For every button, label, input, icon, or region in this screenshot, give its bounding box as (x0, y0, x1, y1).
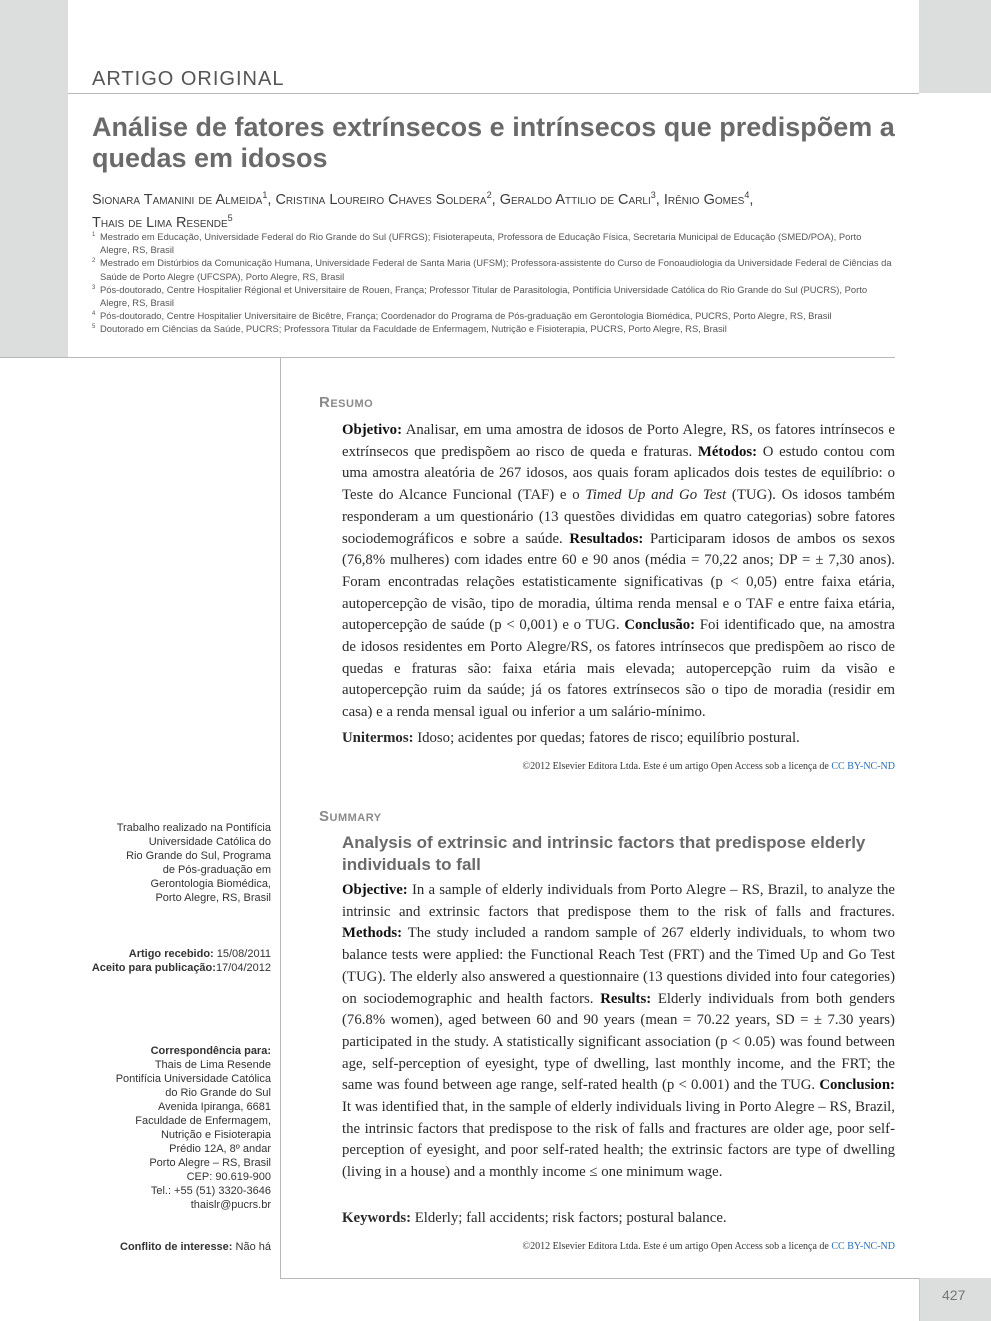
received-date: Artigo recebido: 15/08/2011 (128, 948, 271, 960)
author: Sionara Tamanini de Almeida (92, 191, 263, 208)
top-right-grey-band (919, 0, 991, 93)
author-list: Sionara Tamanini de Almeida$^1$, Cristina Loureiro Chaves Soldera$^2$, Geraldo Attilio de Carli$^3$, Irênio Gomes$^4$, Thais de Lima Resende$^5$ (92, 190, 754, 231)
correspondence-email[interactable]: thaislr@pucrs.br (190, 1199, 271, 1211)
summary-body: Objective: In a sample of elderly individuals from Porto Alegre – RS, Brazil, to analyze the intrinsic and extrinsic factors that predispose them to the risk of falls and fractures. Methods: The study included a random sample of 267 elderly individuals, to whom two balance tests were applied: the Functional Reach Test (FRT) and the Timed Up and Go Test (TUG). The elderly also answered a questionnaire (13 questions divided into four categories) on sociodemographic and health factors. Results: Elderly individuals from both genders (76.8% women), aged between 60 and 90 years (mean = 70.22 years, SD = ± 7.30 years) participated in the study. A statistically significant association (p < 0.05) was found between age, self-perception of eyesight, type of dwelling, last monthly income, and the FRT; the same was found between age range, self-rated health (p < 0.001) and the TUG. Conclusion: It was identified that, in the sample of elderly individuals living in Porto Alegre – RS, Brazil, the intrinsic factors that predispose to the risk of falls and fractures are older age, poor self-perception of eyesight, and poor self-rated health; the extrinsic factors are type of dwelling (living in a house) and a monthly income ≤ one minimum wage. (342, 882, 895, 1181)
author-affil-mark: 2 (486, 190, 492, 200)
header-rule (68, 93, 919, 94)
summary-license: ©2012 Elsevier Editora Ltda. Este é um artigo Open Access sob a licença de CC BY-NC-ND (522, 1241, 895, 1252)
affiliation: 1 Mestrado em Educação, Universidade Federal do Rio Grande do Sul (UFRGS); Fisioterapeuta, Professora de Educação Física, Secretaria Municipal de Educação (SMED/POA), Porto Alegre, RS, Brasil (92, 231, 862, 256)
author-affil-mark: 1 (262, 190, 268, 200)
conflict-of-interest: Conflito de interesse: Não há (120, 1241, 271, 1253)
article-kind: ARTIGO ORIGINAL (92, 68, 285, 90)
article-dates (92, 947, 271, 975)
affiliation: 3 Pós-doutorado, Centre Hospitalier Régional et Universitaire de Rouen, França; Professor Titular de Parasitologia, Pontifícia Universidade Católica do Rio Grande do Sul (PUCRS), Porto Alegre, RS, Brasil (92, 283, 868, 309)
accepted-date: Aceito para publicação:17/04/2012 (91, 962, 271, 974)
license-link[interactable]: CC BY-NC-ND (831, 1241, 895, 1252)
footer-divider (919, 1278, 920, 1321)
affiliation: 2 Mestrado em Distúrbios da Comunicação Humana, Universidade Federal de Santa Maria (UFSM); Professora-assistente do Curso de Fonoaudiologia da Universidade Federal de Ciências da Saúde de Porto Alegre (UFCSPA), Porto Alegre, RS, Brasil (92, 257, 892, 282)
affiliation: 4 Pós-doutorado, Centre Hospitalier Universitaire de Bicêtre, França; Coordenador do Programa de Pós-graduação em Gerontologia Biomédica, PUCRS, Porto Alegre, RS, Brasil (92, 310, 832, 322)
article-title: Análise de fatores extrínsecos e intrínsecos que predispõem a quedas em idosos (92, 112, 895, 173)
summary-heading: Summary (319, 808, 382, 825)
author: Thais de Lima Resende (92, 214, 228, 231)
affiliation: 5 Doutorado em Ciências da Saúde, PUCRS; Professora Titular da Faculdade de Enfermagem, Nutrição e Fisioterapia, PUCRS, Porto Alegre, RS, Brasil (92, 323, 727, 335)
affiliations (92, 230, 892, 336)
author: Geraldo Attilio de Carli (499, 191, 651, 208)
correspondence: Correspondência para: Thais de Lima Resende Pontifícia Universidade Católica do Rio Grande do Sul Avenida Ipiranga, 6681 Faculdade de Enfermagem, Nutrição e Fisioterapia Prédio 12A, 8º andar Porto Alegre – RS, Brasil CEP: 90.619-900 Tel.: +55 (51) 3320-3646 thaislr@pucrs.br (115, 1045, 271, 1211)
author-affil-mark: 4 (744, 190, 750, 200)
author-affil-mark: 3 (650, 190, 656, 200)
affiliations-rule (0, 357, 895, 358)
footer-rule (280, 1278, 919, 1279)
top-left-grey-band (0, 0, 68, 357)
resumo-keywords: Unitermos: Idoso; acidentes por quedas; fatores de risco; equilíbrio postural. (342, 730, 800, 746)
author: Irênio Gomes (663, 191, 745, 208)
page-number: 427 (942, 1287, 966, 1303)
summary-title: Analysis of extrinsic and intrinsic factors that predispose elderly individuals to fall (342, 833, 866, 874)
summary-keywords: Keywords: Elderly; fall accidents; risk factors; postural balance. (342, 1210, 727, 1226)
license-link[interactable]: CC BY-NC-ND (831, 761, 895, 772)
resumo-heading: Resumo (319, 394, 374, 411)
author: Cristina Loureiro Chaves Soldera (275, 191, 487, 208)
work-institution-note: Trabalho realizado na Pontifícia Universidade Católica do Rio Grande do Sul, Programa de Pós-graduação em Gerontologia Biomédica, Porto Alegre, RS, Brasil (116, 822, 271, 904)
resumo-body: Objetivo: Analisar, em uma amostra de idosos de Porto Alegre, RS, os fatores intrínsecos e extrínsecos que predispõem ao risco de queda e fraturas. Métodos: O estudo contou com uma amostra aleatória de 267 idosos, aos quais foram aplicados dois testes de equilíbrio: o Teste do Alcance Funcional (TAF) e o Timed Up and Go Test (TUG). Os idosos também responderam a um questionário (13 questões divididas em quatro categorias) sobre fatores sociodemográficos e sobre a saúde. Resultados: Participaram idosos de ambos os sexos (76,8% mulheres) com idades entre 60 e 90 anos (média = 70,22 anos; DP = ± 7,30 anos). Foram encontradas relações estatisticamente significativas (p < 0,05) entre faixa etária, autopercepção de visão, tipo de moradia, última renda mensal e o TAF e entre faixa etária, autopercepção de saúde (p < 0,001) e o TUG. Conclusão: Foi identificado que, na amostra de idosos residentes em Porto Alegre/RS, os fatores intrínsecos que predispõem ao risco de quedas e fraturas são: faixa etária mais elevada; autopercepção ruim da visão e autopercepção ruim da saúde; já os fatores extrínsecos são o tipo de moradia (residir em casa) e a renda mensal igual ou inferior a um salário-mínimo. (342, 422, 896, 721)
column-divider (280, 357, 281, 1278)
author-affil-mark: 5 (227, 212, 233, 223)
resumo-license: ©2012 Elsevier Editora Ltda. Este é um artigo Open Access sob a licença de CC BY-NC-ND (522, 761, 895, 772)
